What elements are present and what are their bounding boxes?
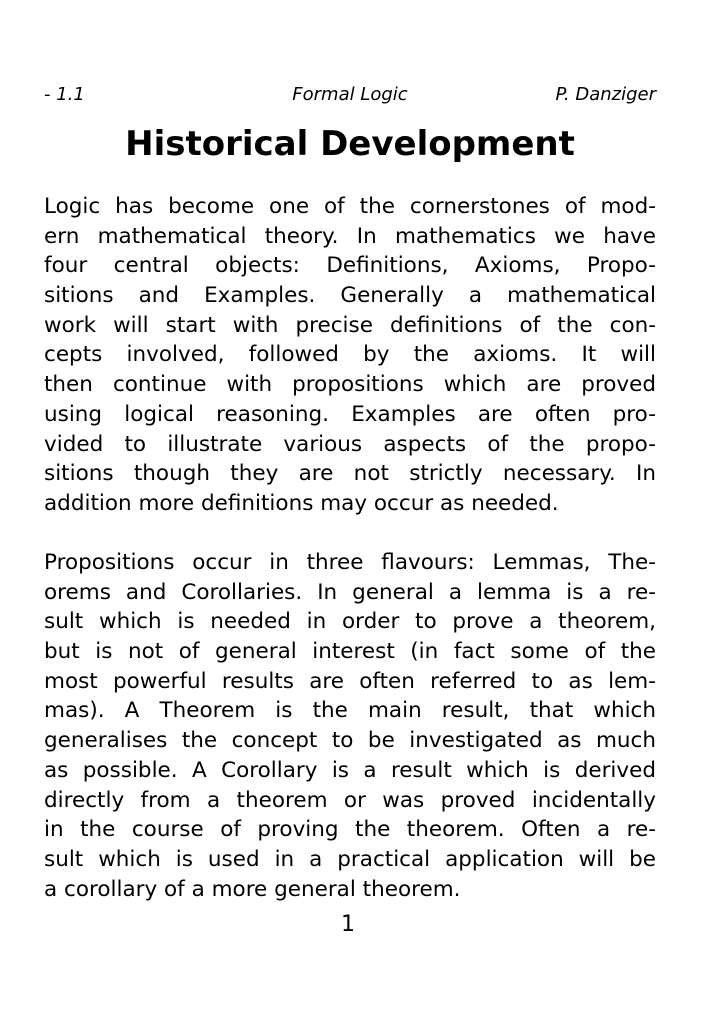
text-line: generalises the concept to be investigated as much — [44, 728, 656, 754]
text-line: as possible. A Corollary is a result which is derived — [44, 757, 656, 783]
text-line: sult which is needed in order to prove a theorem, — [44, 609, 656, 635]
header-section-number: - 1.1 — [44, 84, 85, 105]
text-line: vided to illustrate various aspects of the propo- — [44, 431, 656, 457]
text-line: but is not of general interest (in fact some of the — [44, 639, 656, 665]
paragraph-propositions — [44, 548, 656, 904]
text-line: a corollary of a more general theorem. — [44, 876, 461, 902]
text-line: directly from a theorem or was proved incidentally — [44, 787, 656, 813]
text-line: orems and Corollaries. In general a lemma is a re- — [44, 579, 656, 605]
text-line: Logic has become one of the cornerstones of mod- — [44, 194, 656, 219]
header-author: P. Danziger — [555, 84, 656, 105]
text-line: using logical reasoning. Examples are often pro- — [44, 401, 656, 427]
text-line: most powerful results are often referred to as lem- — [44, 668, 656, 694]
slide-title: Historical Development — [125, 124, 575, 164]
text-line: then continue with propositions which are proved — [44, 372, 656, 398]
text-line: four central objects: Definitions, Axioms, Propo- — [44, 253, 656, 279]
text-line: ern mathematical theory. In mathematics we have — [44, 223, 656, 249]
page-number: 1 — [341, 912, 355, 937]
text-line: work will start with precise definitions of the con- — [44, 312, 656, 338]
text-line: Propositions occur in three flavours: Lemmas, The- — [44, 550, 656, 575]
running-header — [44, 84, 656, 110]
text-line: cepts involved, followed by the axioms. It will — [44, 342, 656, 368]
text-line: sitions though they are not strictly necessary. In — [44, 461, 656, 487]
header-course-title: Formal Logic — [292, 84, 408, 105]
text-line: sult which is used in a practical application will be — [44, 846, 656, 872]
text-line: addition more definitions may occur as needed. — [44, 490, 559, 516]
text-line: in the course of proving the theorem. Often a re- — [44, 817, 656, 843]
text-line: sitions and Examples. Generally a mathematical — [44, 283, 656, 309]
text-line: mas). A Theorem is the main result, that which — [44, 698, 656, 724]
paragraph-logic-overview — [44, 192, 656, 519]
